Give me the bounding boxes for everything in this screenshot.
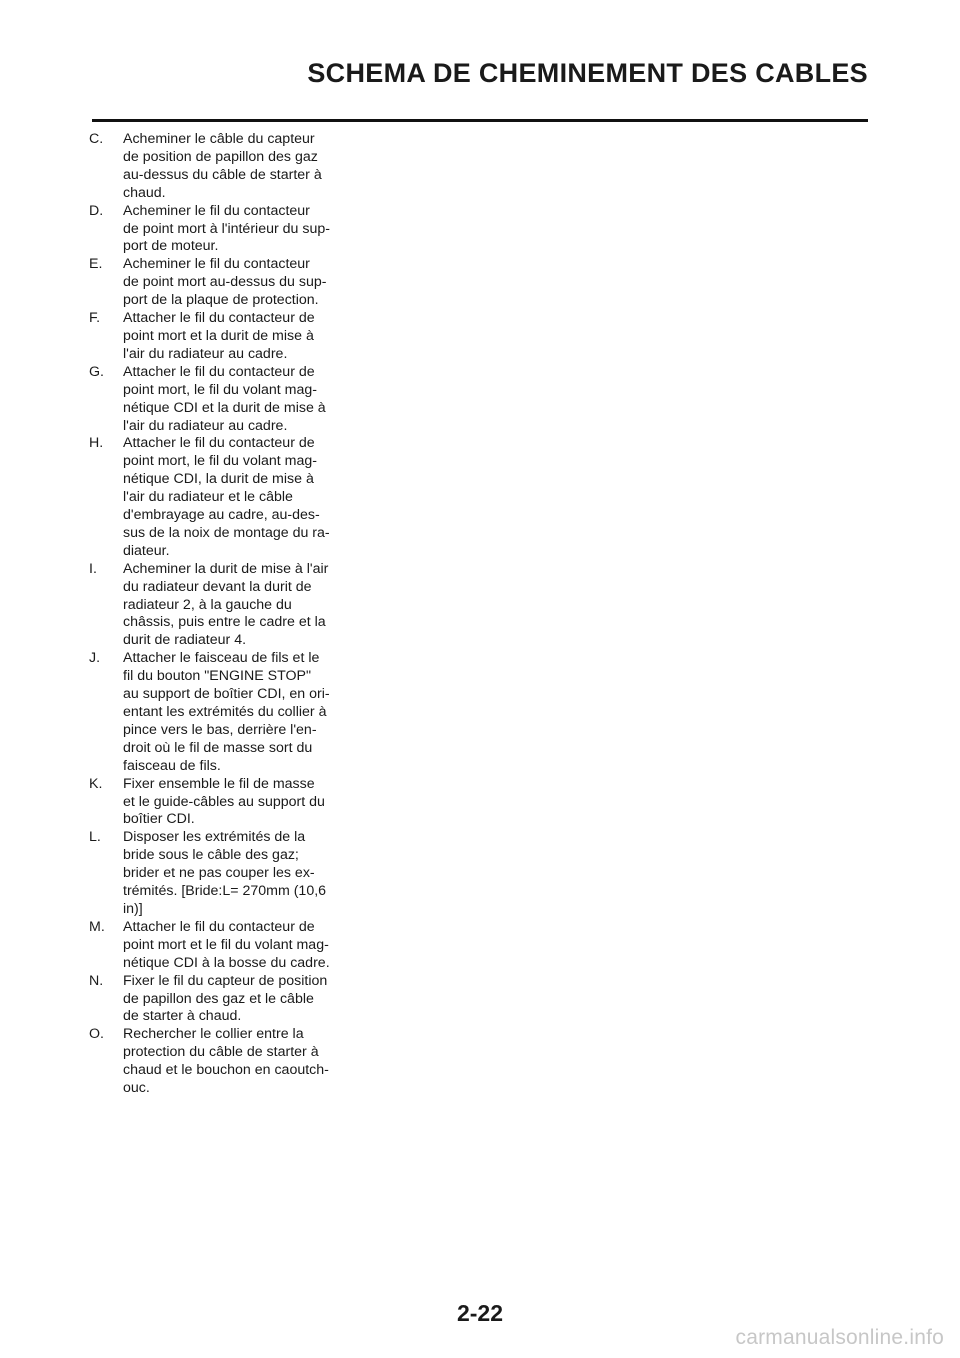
step-text-line: Attacher le fil du contacteur de [123, 310, 315, 327]
step-text-line: faisceau de fils. [123, 757, 221, 774]
step-letter: N. [89, 972, 104, 989]
step-text-line: de point mort à l'intérieur du sup- [123, 220, 330, 237]
watermark[interactable]: carmanualsonline.info [735, 1326, 944, 1349]
step-text-line: Disposer les extrémités de la [123, 829, 306, 846]
step-text-line: de point mort au-dessus du sup- [123, 274, 327, 291]
step-letter: J. [89, 650, 101, 667]
step-text-line: nétique CDI, la durit de mise à [123, 471, 314, 488]
step-text-line: d'embrayage au cadre, au-des- [123, 507, 320, 524]
step-text-line: port de la plaque de protection. [123, 292, 319, 309]
step-text-line: Acheminer le fil du contacteur [123, 202, 310, 219]
step-text-line: bride sous le câble des gaz; [123, 847, 299, 864]
step-letter: G. [89, 363, 104, 380]
step-text-line: fil du bouton "ENGINE STOP" [123, 668, 312, 685]
step-text-line: nétique CDI et la durit de mise à [123, 399, 326, 416]
step-item [89, 435, 339, 560]
step-letter: D. [89, 202, 104, 219]
step-item [89, 561, 339, 651]
step-letter: H. [89, 435, 104, 452]
step-item [89, 364, 339, 436]
step-text-line: entant les extrémités du collier à [123, 704, 327, 720]
step-item [89, 310, 339, 364]
step-text-line: Fixer ensemble le fil de masse [123, 775, 315, 792]
step-text-line: Rechercher le collier entre la [123, 1026, 304, 1043]
step-text-line: et le guide-câbles au support du [123, 793, 325, 810]
step-text-line: Attacher le faisceau de fils et le [123, 650, 320, 667]
step-text-line: nétique CDI à la bosse du cadre. [123, 954, 330, 971]
step-text-line: de papillon des gaz et le câble [123, 990, 314, 1007]
step-text-line: ouc. [123, 1080, 150, 1097]
step-text-line: boîtier CDI. [123, 811, 195, 828]
step-text-line: brider et ne pas couper les ex- [123, 865, 315, 882]
step-text-line: Acheminer la durit de mise à l'air [123, 560, 329, 577]
step-text-line: châssis, puis entre le cadre et la [123, 614, 326, 631]
step-text-line: chaud et le bouchon en caoutch- [123, 1062, 329, 1079]
step-text-line: Attacher le fil du contacteur de [123, 918, 315, 935]
step-item [89, 776, 339, 830]
step-text-line: point mort et la durit de mise à [123, 327, 314, 344]
step-text-line: durit de radiateur 4. [123, 632, 247, 649]
page-number: 2-22 [456, 1300, 504, 1326]
step-text-line: point mort et le fil du volant mag- [123, 936, 329, 953]
step-item [89, 1026, 339, 1098]
step-text-line: l'air du radiateur et le câble [123, 489, 293, 506]
step-text-line: radiateur 2, à la gauche du [123, 596, 292, 613]
step-item [89, 919, 339, 973]
step-text-line: chaud. [123, 184, 166, 201]
step-text-line: au-dessus du câble de starter à [123, 166, 322, 183]
step-text-line: Attacher le fil du contacteur de [123, 435, 315, 452]
step-letter: K. [89, 775, 103, 792]
step-text-line: de starter à chaud. [123, 1008, 242, 1025]
header-rule [92, 119, 868, 122]
step-text-line: diateur. [123, 542, 170, 559]
step-text-line: de position de papillon des gaz [123, 148, 318, 165]
step-item [89, 650, 339, 775]
step-text-line: l'air du radiateur au cadre. [123, 345, 288, 362]
step-item [89, 131, 339, 203]
step-letter: C. [89, 131, 104, 147]
step-letter: E. [89, 256, 103, 273]
step-text-line: trémités. [Bride:L= 270mm (10,6 [123, 883, 327, 900]
step-text-line: port de moteur. [123, 238, 219, 255]
step-letter: O. [89, 1026, 104, 1043]
step-text-line: point mort, le fil du volant mag- [123, 381, 317, 398]
step-text-line: au support de boîtier CDI, en ori- [123, 686, 330, 703]
step-text-line: in)] [123, 900, 143, 917]
step-letter: F. [89, 310, 101, 327]
step-text-line: du radiateur devant la durit de [123, 578, 312, 595]
step-text-line: protection du câble de starter à [123, 1044, 319, 1061]
step-text-line: Attacher le fil du contacteur de [123, 363, 315, 380]
step-item [89, 203, 339, 257]
step-text-line: Fixer le fil du capteur de position [123, 972, 328, 989]
step-list [89, 131, 339, 1098]
step-item [89, 829, 339, 919]
step-text-line: sus de la noix de montage du ra- [123, 524, 330, 541]
step-text-line: point mort, le fil du volant mag- [123, 453, 317, 470]
step-text-line: pince vers le bas, derrière l'en- [123, 721, 317, 738]
step-letter: L. [89, 829, 101, 846]
step-text-line: Acheminer le câble du capteur [123, 131, 315, 147]
step-letter: M. [89, 918, 105, 935]
step-item [89, 256, 339, 310]
step-letter: I. [89, 560, 97, 577]
step-text-line: l'air du radiateur au cadre. [123, 417, 288, 434]
step-text-line: Acheminer le fil du contacteur [123, 256, 310, 273]
step-text-line: droit où le fil de masse sort du [123, 739, 313, 756]
page-title: SCHEMA DE CHEMINEMENT DES CABLES [307, 58, 868, 88]
step-item [89, 973, 339, 1027]
